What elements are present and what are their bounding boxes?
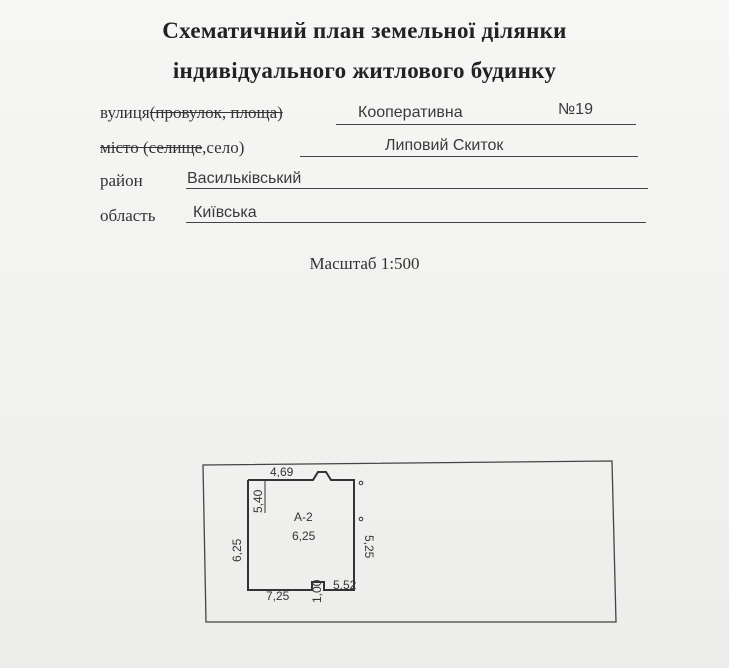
dimension-bottom-step: 1,00 <box>310 579 324 603</box>
street-label-struck: (провулок, площа) <box>149 103 283 122</box>
dimension-inner-left: 5,40 <box>251 489 265 513</box>
dimension-right: 5,25 <box>362 535 376 559</box>
right-marker-top <box>359 481 363 485</box>
dimension-bottom: 7,25 <box>266 589 290 603</box>
district-value: Васильківський <box>187 170 302 187</box>
city-label-struck: місто (селище <box>100 138 203 157</box>
street-label-plain: вулиця <box>100 103 150 122</box>
dimension-left: 6,25 <box>230 538 244 562</box>
dimension-top: 4,69 <box>270 465 294 479</box>
document-title-line-2: індивідуального житлового будинку <box>172 58 557 83</box>
region-value: Київська <box>193 204 257 221</box>
house-number: №19 <box>558 101 593 118</box>
region-label: область <box>100 206 156 225</box>
street-value: Кооперативна <box>358 104 463 121</box>
scale-label: Масштаб 1:500 <box>309 254 420 273</box>
dimension-bottom-right: 5,52 <box>333 578 357 592</box>
district-label: район <box>100 171 143 190</box>
right-marker-middle <box>359 517 363 521</box>
city-label-plain: ,село) <box>202 138 245 157</box>
city-value: Липовий Скиток <box>385 137 504 154</box>
building-label: А-2 <box>294 510 313 524</box>
building-value: 6,25 <box>292 529 316 543</box>
document-title-line-1: Схематичний план земельної ділянки <box>162 18 567 43</box>
